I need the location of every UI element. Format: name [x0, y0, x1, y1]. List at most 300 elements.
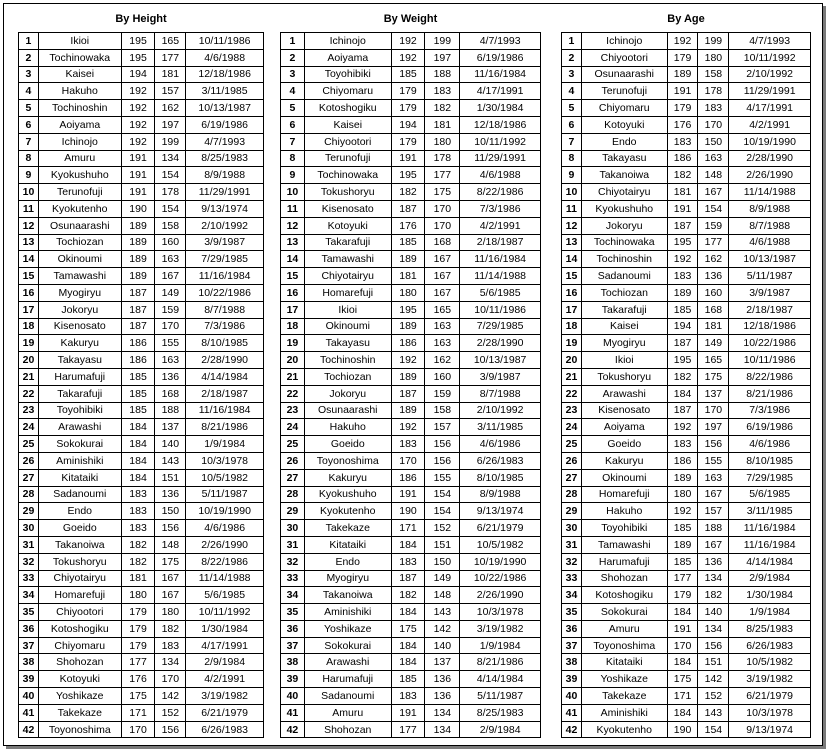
- birthdate-cell: 4/7/1993: [729, 33, 811, 50]
- height-cell: 184: [121, 469, 155, 486]
- rank-cell: 35: [562, 604, 582, 621]
- rank-cell: 41: [562, 704, 582, 721]
- weight-cell: 183: [698, 100, 729, 117]
- weight-cell: 158: [155, 217, 186, 234]
- weight-cell: 136: [698, 268, 729, 285]
- rank-cell: 19: [19, 335, 39, 352]
- rank-cell: 36: [19, 620, 39, 637]
- birthdate-cell: 5/11/1987: [460, 688, 541, 705]
- weight-cell: 175: [698, 368, 729, 385]
- height-cell: 186: [391, 469, 425, 486]
- birthdate-cell: 10/19/1990: [729, 133, 811, 150]
- birthdate-cell: 8/9/1988: [186, 167, 264, 184]
- table-row: [19, 671, 264, 688]
- birthdate-cell: 10/22/1986: [460, 570, 541, 587]
- rank-cell: 5: [281, 100, 305, 117]
- name-cell: Toyonoshima: [38, 721, 121, 738]
- height-cell: 187: [667, 217, 698, 234]
- rank-cell: 30: [281, 520, 305, 537]
- name-cell: Chiyomaru: [581, 100, 667, 117]
- weight-cell: 154: [155, 167, 186, 184]
- table-row: [562, 167, 811, 184]
- rank-cell: 18: [562, 318, 582, 335]
- rank-cell: 3: [19, 66, 39, 83]
- name-cell: Hakuho: [304, 419, 391, 436]
- rank-cell: 40: [281, 688, 305, 705]
- birthdate-cell: 10/13/1987: [729, 251, 811, 268]
- name-cell: Ichinojo: [581, 33, 667, 50]
- rank-cell: 42: [281, 721, 305, 738]
- table-row: [19, 688, 264, 705]
- name-cell: Takekaze: [38, 704, 121, 721]
- weight-cell: 154: [698, 200, 729, 217]
- name-cell: Amuru: [581, 620, 667, 637]
- weight-cell: 170: [155, 671, 186, 688]
- height-cell: 179: [391, 133, 425, 150]
- name-cell: Osunaarashi: [38, 217, 121, 234]
- table-row: [19, 352, 264, 369]
- table-row: [281, 721, 541, 738]
- weight-cell: 167: [155, 570, 186, 587]
- weight-cell: 163: [155, 352, 186, 369]
- weight-cell: 167: [698, 486, 729, 503]
- birthdate-cell: 4/14/1984: [186, 368, 264, 385]
- weight-cell: 134: [155, 150, 186, 167]
- name-cell: Kyokutenho: [581, 721, 667, 738]
- height-cell: 171: [667, 688, 698, 705]
- height-cell: 192: [391, 352, 425, 369]
- rank-cell: 29: [19, 503, 39, 520]
- weight-cell: 134: [425, 704, 460, 721]
- height-cell: 186: [121, 335, 155, 352]
- weight-cell: 149: [425, 570, 460, 587]
- name-cell: Takanoiwa: [38, 536, 121, 553]
- rank-cell: 24: [281, 419, 305, 436]
- weight-cell: 159: [155, 301, 186, 318]
- birthdate-cell: 11/29/1991: [460, 150, 541, 167]
- name-cell: Aoiyama: [304, 49, 391, 66]
- name-cell: Shohozan: [581, 570, 667, 587]
- birthdate-cell: 3/9/1987: [186, 234, 264, 251]
- name-cell: Tokushoryu: [581, 368, 667, 385]
- birthdate-cell: 4/6/1986: [460, 436, 541, 453]
- table-row: [562, 704, 811, 721]
- rank-cell: 32: [19, 553, 39, 570]
- weight-cell: 136: [155, 368, 186, 385]
- weight-cell: 163: [425, 335, 460, 352]
- weight-cell: 197: [155, 116, 186, 133]
- birthdate-cell: 2/26/1990: [186, 536, 264, 553]
- table-row: [281, 469, 541, 486]
- name-cell: Toyohibiki: [304, 66, 391, 83]
- weight-cell: 151: [698, 654, 729, 671]
- birthdate-cell: 10/11/1986: [729, 352, 811, 369]
- table-row: [281, 66, 541, 83]
- weight-cell: 168: [155, 385, 186, 402]
- name-cell: Chiyootori: [581, 49, 667, 66]
- height-cell: 184: [121, 436, 155, 453]
- birthdate-cell: 10/11/1986: [460, 301, 541, 318]
- height-cell: 180: [121, 587, 155, 604]
- name-cell: Harumafuji: [304, 671, 391, 688]
- weight-cell: 175: [155, 553, 186, 570]
- weight-cell: 134: [425, 721, 460, 738]
- table-row: [19, 436, 264, 453]
- birthdate-cell: 7/29/1985: [186, 251, 264, 268]
- table-row: [562, 620, 811, 637]
- weight-cell: 142: [155, 688, 186, 705]
- weight-cell: 167: [155, 587, 186, 604]
- birthdate-cell: 10/13/1987: [186, 100, 264, 117]
- rank-cell: 11: [19, 200, 39, 217]
- table-row: [562, 217, 811, 234]
- name-cell: Kisenosato: [304, 200, 391, 217]
- weight-cell: 154: [155, 200, 186, 217]
- table-row: [281, 654, 541, 671]
- birthdate-cell: 6/21/1979: [460, 520, 541, 537]
- weight-cell: 170: [425, 217, 460, 234]
- table-row: [281, 318, 541, 335]
- weight-cell: 155: [425, 469, 460, 486]
- name-cell: Jokoryu: [581, 217, 667, 234]
- name-cell: Myogiryu: [38, 284, 121, 301]
- birthdate-cell: 4/6/1988: [186, 49, 264, 66]
- height-cell: 189: [121, 234, 155, 251]
- table-row: [281, 570, 541, 587]
- weight-cell: 156: [425, 436, 460, 453]
- height-cell: 194: [667, 318, 698, 335]
- name-cell: Tokushoryu: [304, 184, 391, 201]
- name-cell: Toyonoshima: [581, 637, 667, 654]
- name-cell: Kisenosato: [581, 402, 667, 419]
- table-row: [562, 436, 811, 453]
- name-cell: Kotoshogiku: [304, 100, 391, 117]
- height-cell: 184: [391, 604, 425, 621]
- rank-cell: 35: [281, 604, 305, 621]
- name-cell: Tamawashi: [581, 536, 667, 553]
- table-row: [562, 654, 811, 671]
- weight-cell: 151: [425, 536, 460, 553]
- name-cell: Goeido: [581, 436, 667, 453]
- height-cell: 182: [121, 553, 155, 570]
- height-cell: 175: [121, 688, 155, 705]
- rank-cell: 42: [562, 721, 582, 738]
- height-cell: 182: [121, 536, 155, 553]
- weight-cell: 136: [698, 553, 729, 570]
- weight-cell: 163: [155, 251, 186, 268]
- height-cell: 186: [121, 352, 155, 369]
- height-cell: 183: [391, 688, 425, 705]
- weight-cell: 183: [155, 637, 186, 654]
- weight-cell: 137: [698, 385, 729, 402]
- table-row: [19, 486, 264, 503]
- birthdate-cell: 4/2/1991: [186, 671, 264, 688]
- birthdate-cell: 11/16/1984: [729, 520, 811, 537]
- birthdate-cell: 8/9/1988: [729, 200, 811, 217]
- rank-cell: 32: [281, 553, 305, 570]
- rank-cell: 12: [19, 217, 39, 234]
- name-cell: Endo: [304, 553, 391, 570]
- height-cell: 189: [121, 217, 155, 234]
- table-row: [281, 419, 541, 436]
- height-cell: 191: [121, 150, 155, 167]
- weight-cell: 156: [425, 452, 460, 469]
- weight-cell: 167: [155, 268, 186, 285]
- rank-cell: 23: [562, 402, 582, 419]
- weight-cell: 177: [698, 234, 729, 251]
- weight-cell: 157: [698, 503, 729, 520]
- name-cell: Kyokushuho: [581, 200, 667, 217]
- rank-cell: 16: [19, 284, 39, 301]
- name-cell: Aminishiki: [581, 704, 667, 721]
- weight-cell: 180: [698, 49, 729, 66]
- height-cell: 182: [667, 368, 698, 385]
- height-cell: 185: [121, 402, 155, 419]
- rank-cell: 37: [281, 637, 305, 654]
- height-cell: 195: [391, 167, 425, 184]
- birthdate-cell: 11/16/1984: [460, 66, 541, 83]
- height-cell: 189: [667, 66, 698, 83]
- table-row: [19, 83, 264, 100]
- table-row: [19, 217, 264, 234]
- table-row: [562, 100, 811, 117]
- weight-cell: 149: [698, 335, 729, 352]
- rank-cell: 25: [19, 436, 39, 453]
- height-cell: 185: [667, 520, 698, 537]
- height-cell: 182: [391, 184, 425, 201]
- rank-cell: 37: [19, 637, 39, 654]
- rank-cell: 7: [281, 133, 305, 150]
- name-cell: Yoshikaze: [581, 671, 667, 688]
- name-cell: Arawashi: [304, 654, 391, 671]
- rank-cell: 19: [281, 335, 305, 352]
- rank-cell: 39: [19, 671, 39, 688]
- birthdate-cell: 10/5/1982: [729, 654, 811, 671]
- name-cell: Aoiyama: [581, 419, 667, 436]
- weight-cell: 165: [425, 301, 460, 318]
- table-row: [562, 234, 811, 251]
- height-cell: 195: [121, 33, 155, 50]
- birthdate-cell: 10/5/1982: [186, 469, 264, 486]
- name-cell: Takekaze: [304, 520, 391, 537]
- height-cell: 179: [121, 620, 155, 637]
- table-row: [19, 604, 264, 621]
- rank-cell: 36: [562, 620, 582, 637]
- birthdate-cell: 10/22/1986: [186, 284, 264, 301]
- table-row: [562, 335, 811, 352]
- name-cell: Chiyotairyu: [38, 570, 121, 587]
- height-cell: 180: [391, 284, 425, 301]
- name-cell: Chiyootori: [304, 133, 391, 150]
- birthdate-cell: 10/11/1986: [186, 33, 264, 50]
- height-cell: 192: [667, 33, 698, 50]
- name-cell: Homarefuji: [304, 284, 391, 301]
- height-cell: 184: [121, 452, 155, 469]
- height-cell: 179: [121, 604, 155, 621]
- birthdate-cell: 3/11/1985: [186, 83, 264, 100]
- height-cell: 179: [667, 587, 698, 604]
- table-row: [19, 116, 264, 133]
- name-cell: Chiyomaru: [304, 83, 391, 100]
- weight-cell: 188: [155, 402, 186, 419]
- height-cell: 184: [391, 637, 425, 654]
- rank-cell: 27: [281, 469, 305, 486]
- weight-cell: 152: [155, 704, 186, 721]
- birthdate-cell: 11/14/1988: [729, 184, 811, 201]
- rank-cell: 33: [281, 570, 305, 587]
- rank-cell: 33: [19, 570, 39, 587]
- birthdate-cell: 11/16/1984: [186, 268, 264, 285]
- rank-cell: 13: [281, 234, 305, 251]
- name-cell: Osunaarashi: [581, 66, 667, 83]
- birthdate-cell: 1/9/1984: [460, 637, 541, 654]
- table-row: [562, 284, 811, 301]
- weight-cell: 134: [698, 620, 729, 637]
- height-cell: 192: [121, 100, 155, 117]
- weight-cell: 156: [155, 520, 186, 537]
- weight-cell: 167: [698, 184, 729, 201]
- name-cell: Kitataiki: [38, 469, 121, 486]
- rank-cell: 17: [19, 301, 39, 318]
- table-row: [19, 167, 264, 184]
- table-row: [562, 66, 811, 83]
- weight-cell: 177: [425, 167, 460, 184]
- height-cell: 177: [667, 570, 698, 587]
- height-cell: 183: [667, 436, 698, 453]
- name-cell: Goeido: [38, 520, 121, 537]
- height-cell: 189: [391, 368, 425, 385]
- table-row: [281, 251, 541, 268]
- table-row: [562, 671, 811, 688]
- weight-cell: 148: [698, 167, 729, 184]
- name-cell: Ichinojo: [38, 133, 121, 150]
- table-row: [562, 520, 811, 537]
- height-cell: 186: [391, 335, 425, 352]
- rank-cell: 22: [562, 385, 582, 402]
- birthdate-cell: 4/17/1991: [460, 83, 541, 100]
- table-row: [19, 570, 264, 587]
- height-cell: 182: [391, 587, 425, 604]
- birthdate-cell: 6/19/1986: [186, 116, 264, 133]
- name-cell: Kyokutenho: [304, 503, 391, 520]
- table-row: [562, 251, 811, 268]
- height-cell: 195: [121, 49, 155, 66]
- birthdate-cell: 3/9/1987: [729, 284, 811, 301]
- rank-cell: 31: [281, 536, 305, 553]
- name-cell: Kotoyuki: [38, 671, 121, 688]
- name-cell: Kyokushuho: [304, 486, 391, 503]
- table-row: [281, 604, 541, 621]
- height-cell: 183: [121, 503, 155, 520]
- birthdate-cell: 8/25/1983: [460, 704, 541, 721]
- name-cell: Kaisei: [38, 66, 121, 83]
- height-cell: 184: [667, 385, 698, 402]
- table-row: [19, 704, 264, 721]
- weight-cell: 136: [425, 688, 460, 705]
- rank-cell: 41: [19, 704, 39, 721]
- rank-cell: 30: [562, 520, 582, 537]
- panel-title: By Age: [667, 13, 705, 25]
- name-cell: Kitataiki: [304, 536, 391, 553]
- rank-cell: 15: [281, 268, 305, 285]
- height-cell: 186: [667, 452, 698, 469]
- table-row: [281, 671, 541, 688]
- birthdate-cell: 4/6/1988: [460, 167, 541, 184]
- table-row: [562, 536, 811, 553]
- name-cell: Chiyomaru: [38, 637, 121, 654]
- table-row: [562, 200, 811, 217]
- weight-cell: 197: [698, 419, 729, 436]
- birthdate-cell: 6/21/1979: [186, 704, 264, 721]
- name-cell: Tochinowaka: [38, 49, 121, 66]
- table-row: [19, 49, 264, 66]
- name-cell: Tochiozan: [304, 368, 391, 385]
- weight-cell: 160: [425, 368, 460, 385]
- rank-cell: 23: [281, 402, 305, 419]
- table-row: [281, 385, 541, 402]
- table-row: [562, 452, 811, 469]
- height-cell: 171: [391, 520, 425, 537]
- height-cell: 192: [121, 133, 155, 150]
- birthdate-cell: 2/28/1990: [186, 352, 264, 369]
- name-cell: Arawashi: [38, 419, 121, 436]
- birthdate-cell: 10/13/1987: [460, 352, 541, 369]
- height-cell: 183: [667, 268, 698, 285]
- height-cell: 177: [391, 721, 425, 738]
- table-row: [281, 536, 541, 553]
- rank-cell: 31: [562, 536, 582, 553]
- name-cell: Okinoumi: [581, 469, 667, 486]
- birthdate-cell: 8/10/1985: [460, 469, 541, 486]
- name-cell: Tamawashi: [38, 268, 121, 285]
- weight-cell: 165: [155, 33, 186, 50]
- rank-cell: 41: [281, 704, 305, 721]
- name-cell: Sadanoumi: [304, 688, 391, 705]
- name-cell: Harumafuji: [581, 553, 667, 570]
- table-row: [562, 133, 811, 150]
- name-cell: Tochinowaka: [581, 234, 667, 251]
- birthdate-cell: 5/11/1987: [729, 268, 811, 285]
- table-row: [562, 570, 811, 587]
- height-cell: 184: [391, 654, 425, 671]
- name-cell: Toyonoshima: [304, 452, 391, 469]
- rank-cell: 14: [19, 251, 39, 268]
- name-cell: Kitataiki: [581, 654, 667, 671]
- weight-cell: 134: [155, 654, 186, 671]
- height-cell: 191: [121, 167, 155, 184]
- height-cell: 192: [121, 116, 155, 133]
- height-cell: 186: [667, 150, 698, 167]
- table-row: [281, 368, 541, 385]
- name-cell: Endo: [38, 503, 121, 520]
- name-cell: Takayasu: [581, 150, 667, 167]
- name-cell: Sokokurai: [581, 604, 667, 621]
- weight-cell: 199: [155, 133, 186, 150]
- rank-cell: 38: [19, 654, 39, 671]
- height-cell: 187: [121, 318, 155, 335]
- table-row: [281, 352, 541, 369]
- table-row: [562, 368, 811, 385]
- rank-cell: 20: [19, 352, 39, 369]
- table-row: [562, 419, 811, 436]
- document-frame: [3, 3, 823, 746]
- rank-cell: 11: [562, 200, 582, 217]
- birthdate-cell: 10/19/1990: [460, 553, 541, 570]
- height-cell: 189: [391, 251, 425, 268]
- table-row: [562, 83, 811, 100]
- rank-cell: 10: [562, 184, 582, 201]
- name-cell: Sokokurai: [38, 436, 121, 453]
